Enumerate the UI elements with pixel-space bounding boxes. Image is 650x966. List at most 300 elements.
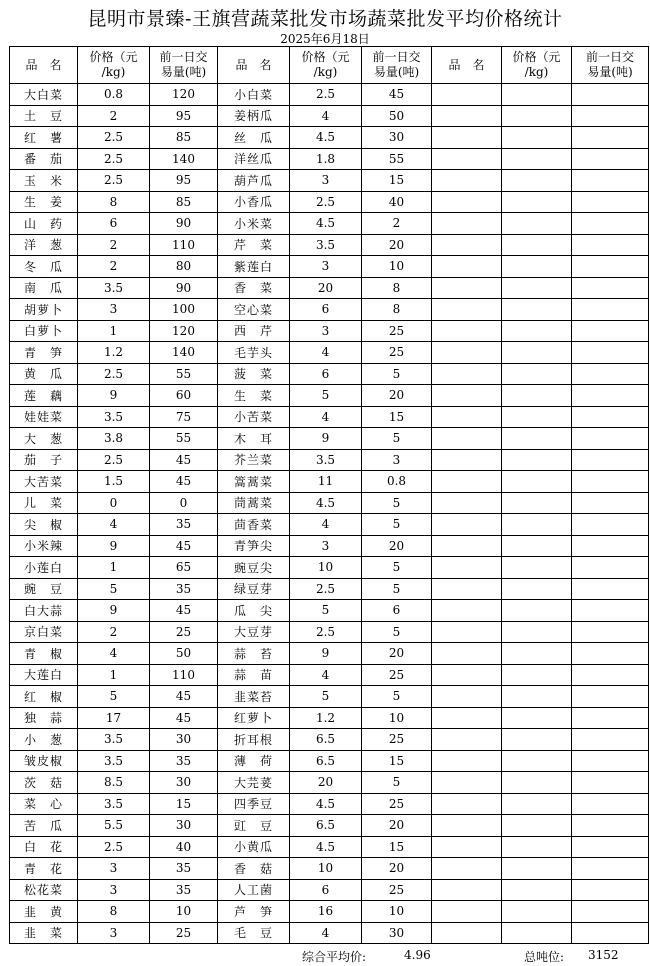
cell-item-name xyxy=(432,471,502,493)
table-row xyxy=(10,148,649,170)
cell-item-volume xyxy=(572,234,649,256)
cell-item-price xyxy=(502,471,572,493)
cell-item-name xyxy=(432,664,502,686)
cell-item-price: 8.5 xyxy=(78,772,150,794)
table-row xyxy=(10,342,649,364)
cell-item-volume: 5 xyxy=(362,686,432,708)
table-row xyxy=(10,772,649,794)
cell-item-volume: 2 xyxy=(362,213,432,235)
cell-item-name: 人工菌 xyxy=(218,879,290,901)
cell-item-price xyxy=(502,922,572,944)
cell-item-name xyxy=(432,277,502,299)
cell-item-name: 青 花 xyxy=(10,858,78,880)
cell-item-name: 蒜 苔 xyxy=(218,643,290,665)
table-row xyxy=(10,729,649,751)
average-price-value: 4.96 xyxy=(404,948,431,962)
cell-item-name: 毛芋头 xyxy=(218,342,290,364)
cell-item-price xyxy=(502,363,572,385)
cell-item-price: 2.5 xyxy=(78,148,150,170)
cell-item-price: 9 xyxy=(290,643,362,665)
cell-item-volume xyxy=(572,148,649,170)
cell-item-name: 葫芦瓜 xyxy=(218,170,290,192)
cell-item-name: 韭 菜 xyxy=(10,922,78,944)
cell-item-volume: 30 xyxy=(150,729,218,751)
cell-item-price xyxy=(502,772,572,794)
cell-item-volume: 10 xyxy=(362,707,432,729)
cell-item-volume: 5 xyxy=(362,363,432,385)
cell-item-name: 豌 豆 xyxy=(10,578,78,600)
cell-item-name xyxy=(432,191,502,213)
cell-item-name: 白大蒜 xyxy=(10,600,78,622)
cell-item-name: 白萝卜 xyxy=(10,320,78,342)
cell-item-name xyxy=(432,557,502,579)
cell-item-name: 豇 豆 xyxy=(218,815,290,837)
cell-item-name: 娃娃菜 xyxy=(10,406,78,428)
cell-item-volume: 35 xyxy=(150,858,218,880)
cell-item-price: 4 xyxy=(290,105,362,127)
cell-item-price xyxy=(502,234,572,256)
cell-item-volume: 95 xyxy=(150,170,218,192)
cell-item-volume: 5 xyxy=(362,557,432,579)
cell-item-name: 苦 瓜 xyxy=(10,815,78,837)
table-row xyxy=(10,621,649,643)
cell-item-volume: 5 xyxy=(362,428,432,450)
cell-item-name: 儿 菜 xyxy=(10,492,78,514)
cell-item-price: 5 xyxy=(78,686,150,708)
cell-item-name: 篙蒿菜 xyxy=(218,471,290,493)
cell-item-name: 小米辣 xyxy=(10,535,78,557)
cell-item-name: 土 豆 xyxy=(10,105,78,127)
cell-item-volume xyxy=(572,277,649,299)
cell-item-name: 丝 瓜 xyxy=(218,127,290,149)
cell-item-name xyxy=(432,213,502,235)
cell-item-name: 白 花 xyxy=(10,836,78,858)
table-row xyxy=(10,686,649,708)
cell-item-name: 茨 菇 xyxy=(10,772,78,794)
cell-item-name: 木 耳 xyxy=(218,428,290,450)
cell-item-price: 8 xyxy=(78,191,150,213)
table-row xyxy=(10,213,649,235)
cell-item-volume: 10 xyxy=(362,256,432,278)
cell-item-price xyxy=(502,858,572,880)
cell-item-price: 4 xyxy=(290,406,362,428)
cell-item-volume xyxy=(572,428,649,450)
cell-item-volume: 5 xyxy=(362,514,432,536)
cell-item-name: 小 葱 xyxy=(10,729,78,751)
cell-item-volume: 30 xyxy=(150,815,218,837)
cell-item-price: 2.5 xyxy=(78,449,150,471)
cell-item-volume: 65 xyxy=(150,557,218,579)
cell-item-name: 生 姜 xyxy=(10,191,78,213)
cell-item-volume: 30 xyxy=(150,772,218,794)
cell-item-price: 3.8 xyxy=(78,428,150,450)
cell-item-price: 20 xyxy=(290,772,362,794)
cell-item-volume: 80 xyxy=(150,256,218,278)
cell-item-volume: 3 xyxy=(362,449,432,471)
cell-item-price: 2.5 xyxy=(290,621,362,643)
cell-item-price: 4.5 xyxy=(290,213,362,235)
cell-item-price xyxy=(502,148,572,170)
cell-item-volume: 120 xyxy=(150,320,218,342)
cell-item-price xyxy=(502,793,572,815)
cell-item-name: 松花菜 xyxy=(10,879,78,901)
cell-item-volume xyxy=(572,772,649,794)
cell-item-volume: 10 xyxy=(362,901,432,923)
cell-item-name xyxy=(432,643,502,665)
header-row xyxy=(10,47,649,84)
cell-item-price: 1.8 xyxy=(290,148,362,170)
cell-item-price: 10 xyxy=(290,858,362,880)
cell-item-price xyxy=(502,836,572,858)
cell-item-name xyxy=(432,342,502,364)
cell-item-name: 莲 藕 xyxy=(10,385,78,407)
cell-item-volume: 35 xyxy=(150,578,218,600)
cell-item-volume: 20 xyxy=(362,535,432,557)
cell-item-price: 3.5 xyxy=(78,277,150,299)
cell-item-volume xyxy=(572,256,649,278)
cell-item-name xyxy=(432,84,502,106)
cell-item-price xyxy=(502,514,572,536)
cell-item-volume xyxy=(572,191,649,213)
header-volume: 前一日交 易量(吨) xyxy=(572,47,649,84)
cell-item-name: 青 笋 xyxy=(10,342,78,364)
cell-item-name: 大 葱 xyxy=(10,428,78,450)
table-row xyxy=(10,815,649,837)
cell-item-price: 3.5 xyxy=(78,750,150,772)
cell-item-price: 2.5 xyxy=(78,363,150,385)
cell-item-volume xyxy=(572,750,649,772)
cell-item-volume xyxy=(572,901,649,923)
cell-item-name: 紫莲白 xyxy=(218,256,290,278)
cell-item-name: 芦 笋 xyxy=(218,901,290,923)
cell-item-price: 3 xyxy=(290,320,362,342)
cell-item-price xyxy=(502,320,572,342)
cell-item-price: 5 xyxy=(290,385,362,407)
cell-item-name xyxy=(432,836,502,858)
cell-item-name xyxy=(432,406,502,428)
cell-item-volume xyxy=(572,815,649,837)
cell-item-price xyxy=(502,406,572,428)
cell-item-volume: 95 xyxy=(150,105,218,127)
cell-item-volume: 20 xyxy=(362,858,432,880)
cell-item-name xyxy=(432,901,502,923)
cell-item-price: 11 xyxy=(290,471,362,493)
cell-item-price xyxy=(502,299,572,321)
cell-item-price: 5.5 xyxy=(78,815,150,837)
cell-item-volume xyxy=(572,535,649,557)
cell-item-volume: 35 xyxy=(150,750,218,772)
cell-item-price: 1.5 xyxy=(78,471,150,493)
cell-item-name: 韭 黄 xyxy=(10,901,78,923)
cell-item-volume: 15 xyxy=(362,170,432,192)
cell-item-volume: 45 xyxy=(362,84,432,106)
cell-item-volume xyxy=(572,514,649,536)
cell-item-price xyxy=(502,750,572,772)
cell-item-volume: 140 xyxy=(150,342,218,364)
cell-item-name xyxy=(432,170,502,192)
cell-item-volume: 25 xyxy=(362,320,432,342)
table-row xyxy=(10,600,649,622)
cell-item-price: 9 xyxy=(78,535,150,557)
cell-item-name: 香 菜 xyxy=(218,277,290,299)
cell-item-price: 3 xyxy=(290,170,362,192)
cell-item-name: 山 药 xyxy=(10,213,78,235)
cell-item-volume: 45 xyxy=(150,707,218,729)
cell-item-price: 3 xyxy=(78,879,150,901)
cell-item-price: 4.5 xyxy=(290,492,362,514)
cell-item-name xyxy=(432,256,502,278)
cell-item-volume xyxy=(572,858,649,880)
cell-item-price: 5 xyxy=(290,600,362,622)
cell-item-volume: 85 xyxy=(150,127,218,149)
cell-item-volume: 90 xyxy=(150,213,218,235)
cell-item-volume: 25 xyxy=(150,621,218,643)
cell-item-volume: 75 xyxy=(150,406,218,428)
cell-item-volume xyxy=(572,879,649,901)
cell-item-name: 菠 菜 xyxy=(218,363,290,385)
header-price: 价格（元 /kg) xyxy=(502,47,572,84)
cell-item-name xyxy=(432,600,502,622)
cell-item-price: 1 xyxy=(78,320,150,342)
table-row xyxy=(10,191,649,213)
cell-item-volume xyxy=(572,643,649,665)
cell-item-price: 3.5 xyxy=(290,234,362,256)
cell-item-volume: 15 xyxy=(362,836,432,858)
cell-item-name: 南 瓜 xyxy=(10,277,78,299)
cell-item-price: 3.5 xyxy=(78,793,150,815)
cell-item-volume: 5 xyxy=(362,492,432,514)
cell-item-volume: 5 xyxy=(362,772,432,794)
table-row xyxy=(10,127,649,149)
cell-item-name xyxy=(432,879,502,901)
cell-item-name: 青 椒 xyxy=(10,643,78,665)
cell-item-name xyxy=(432,320,502,342)
cell-item-price: 6 xyxy=(290,879,362,901)
cell-item-name: 玉 米 xyxy=(10,170,78,192)
cell-item-price: 4 xyxy=(78,514,150,536)
table-row xyxy=(10,535,649,557)
cell-item-volume: 40 xyxy=(150,836,218,858)
cell-item-name xyxy=(432,514,502,536)
cell-item-name: 姜柄瓜 xyxy=(218,105,290,127)
cell-item-price: 9 xyxy=(290,428,362,450)
cell-item-price xyxy=(502,621,572,643)
cell-item-price: 20 xyxy=(290,277,362,299)
table-row xyxy=(10,750,649,772)
header-volume: 前一日交 易量(吨) xyxy=(150,47,218,84)
table-row xyxy=(10,234,649,256)
cell-item-name xyxy=(432,385,502,407)
table-row xyxy=(10,299,649,321)
cell-item-name xyxy=(432,772,502,794)
cell-item-volume: 85 xyxy=(150,191,218,213)
cell-item-name: 红萝卜 xyxy=(218,707,290,729)
cell-item-price xyxy=(502,449,572,471)
cell-item-volume: 35 xyxy=(150,514,218,536)
cell-item-name: 胡萝卜 xyxy=(10,299,78,321)
cell-item-price: 5 xyxy=(290,686,362,708)
cell-item-name: 香 菇 xyxy=(218,858,290,880)
table-row xyxy=(10,858,649,880)
cell-item-volume: 120 xyxy=(150,84,218,106)
cell-item-price: 16 xyxy=(290,901,362,923)
cell-item-price xyxy=(502,600,572,622)
table-row xyxy=(10,557,649,579)
cell-item-price xyxy=(502,256,572,278)
cell-item-volume: 40 xyxy=(362,191,432,213)
cell-item-price: 2 xyxy=(78,105,150,127)
cell-item-price: 3.5 xyxy=(78,406,150,428)
cell-item-volume: 20 xyxy=(362,815,432,837)
cell-item-price xyxy=(502,492,572,514)
cell-item-volume xyxy=(572,449,649,471)
cell-item-volume xyxy=(572,793,649,815)
cell-item-volume xyxy=(572,471,649,493)
cell-item-volume xyxy=(572,127,649,149)
cell-item-volume xyxy=(572,84,649,106)
cell-item-name: 大芫荽 xyxy=(218,772,290,794)
cell-item-name: 茴香菜 xyxy=(218,514,290,536)
cell-item-name: 西 芹 xyxy=(218,320,290,342)
cell-item-name xyxy=(432,449,502,471)
cell-item-volume: 30 xyxy=(362,922,432,944)
cell-item-volume: 25 xyxy=(362,664,432,686)
table-row xyxy=(10,170,649,192)
table-row xyxy=(10,84,649,106)
cell-item-name xyxy=(432,234,502,256)
cell-item-price xyxy=(502,127,572,149)
cell-item-name: 瓜 尖 xyxy=(218,600,290,622)
table-row xyxy=(10,363,649,385)
cell-item-volume: 55 xyxy=(150,428,218,450)
cell-item-price: 6.5 xyxy=(290,815,362,837)
cell-item-price xyxy=(502,428,572,450)
cell-item-volume: 25 xyxy=(362,342,432,364)
cell-item-volume: 8 xyxy=(362,299,432,321)
table-row xyxy=(10,492,649,514)
cell-item-price xyxy=(502,707,572,729)
cell-item-volume xyxy=(572,385,649,407)
cell-item-volume xyxy=(572,320,649,342)
cell-item-price xyxy=(502,84,572,106)
cell-item-price: 6.5 xyxy=(290,750,362,772)
cell-item-volume xyxy=(572,342,649,364)
cell-item-name: 大莲白 xyxy=(10,664,78,686)
cell-item-name xyxy=(432,729,502,751)
table-row xyxy=(10,256,649,278)
table-row xyxy=(10,793,649,815)
cell-item-price: 2.5 xyxy=(290,578,362,600)
cell-item-volume: 140 xyxy=(150,148,218,170)
cell-item-volume: 5 xyxy=(362,621,432,643)
cell-item-volume: 55 xyxy=(150,363,218,385)
cell-item-price: 1.2 xyxy=(290,707,362,729)
cell-item-volume: 20 xyxy=(362,234,432,256)
cell-item-price: 3 xyxy=(290,256,362,278)
cell-item-price: 2.5 xyxy=(290,84,362,106)
cell-item-volume: 8 xyxy=(362,277,432,299)
cell-item-name: 大白菜 xyxy=(10,84,78,106)
cell-item-price xyxy=(502,191,572,213)
cell-item-volume: 45 xyxy=(150,686,218,708)
cell-item-volume: 20 xyxy=(362,385,432,407)
cell-item-name: 红 薯 xyxy=(10,127,78,149)
cell-item-volume: 25 xyxy=(362,729,432,751)
cell-item-price xyxy=(502,879,572,901)
cell-item-price: 4 xyxy=(290,664,362,686)
total-tonnage-label: 总吨位: xyxy=(524,950,565,964)
cell-item-name: 茄 子 xyxy=(10,449,78,471)
table-row xyxy=(10,643,649,665)
cell-item-name xyxy=(432,105,502,127)
cell-item-price xyxy=(502,686,572,708)
cell-item-name: 薄 荷 xyxy=(218,750,290,772)
cell-item-name xyxy=(432,707,502,729)
cell-item-name: 绿豆芽 xyxy=(218,578,290,600)
header-name: 品 名 xyxy=(432,47,502,84)
cell-item-name: 芹 菜 xyxy=(218,234,290,256)
cell-item-name: 青笋尖 xyxy=(218,535,290,557)
cell-item-name: 小莲白 xyxy=(10,557,78,579)
cell-item-volume xyxy=(572,170,649,192)
cell-item-price xyxy=(502,535,572,557)
cell-item-price: 4.5 xyxy=(290,793,362,815)
table-row xyxy=(10,514,649,536)
cell-item-volume xyxy=(572,922,649,944)
cell-item-volume: 30 xyxy=(362,127,432,149)
total-tonnage-value: 3152 xyxy=(588,948,619,962)
cell-item-name: 小香瓜 xyxy=(218,191,290,213)
cell-item-price: 4 xyxy=(290,922,362,944)
cell-item-volume: 110 xyxy=(150,664,218,686)
cell-item-volume xyxy=(572,836,649,858)
cell-item-name: 豌豆尖 xyxy=(218,557,290,579)
table-row xyxy=(10,428,649,450)
cell-item-price: 4 xyxy=(290,342,362,364)
cell-item-price: 2 xyxy=(78,256,150,278)
cell-item-name xyxy=(432,578,502,600)
cell-item-name xyxy=(432,127,502,149)
cell-item-price: 10 xyxy=(290,557,362,579)
cell-item-name: 蒜 苗 xyxy=(218,664,290,686)
cell-item-name xyxy=(432,858,502,880)
table-row xyxy=(10,449,649,471)
cell-item-name: 小苦菜 xyxy=(218,406,290,428)
cell-item-name: 番 茄 xyxy=(10,148,78,170)
cell-item-volume: 50 xyxy=(362,105,432,127)
cell-item-name xyxy=(432,750,502,772)
cell-item-price: 3.5 xyxy=(78,729,150,751)
cell-item-volume: 20 xyxy=(362,643,432,665)
cell-item-name: 茼蒿菜 xyxy=(218,492,290,514)
cell-item-name: 折耳根 xyxy=(218,729,290,751)
header-volume: 前一日交 易量(吨) xyxy=(362,47,432,84)
cell-item-volume: 45 xyxy=(150,600,218,622)
cell-item-volume: 0.8 xyxy=(362,471,432,493)
cell-item-name xyxy=(432,793,502,815)
cell-item-price: 9 xyxy=(78,385,150,407)
table-row xyxy=(10,879,649,901)
cell-item-name: 独 蒜 xyxy=(10,707,78,729)
cell-item-name: 小白菜 xyxy=(218,84,290,106)
cell-item-price xyxy=(502,729,572,751)
cell-item-name: 小米菜 xyxy=(218,213,290,235)
header-name: 品 名 xyxy=(10,47,78,84)
cell-item-price: 4 xyxy=(290,514,362,536)
cell-item-price: 6.5 xyxy=(290,729,362,751)
table-row xyxy=(10,664,649,686)
cell-item-name: 大豆芽 xyxy=(218,621,290,643)
